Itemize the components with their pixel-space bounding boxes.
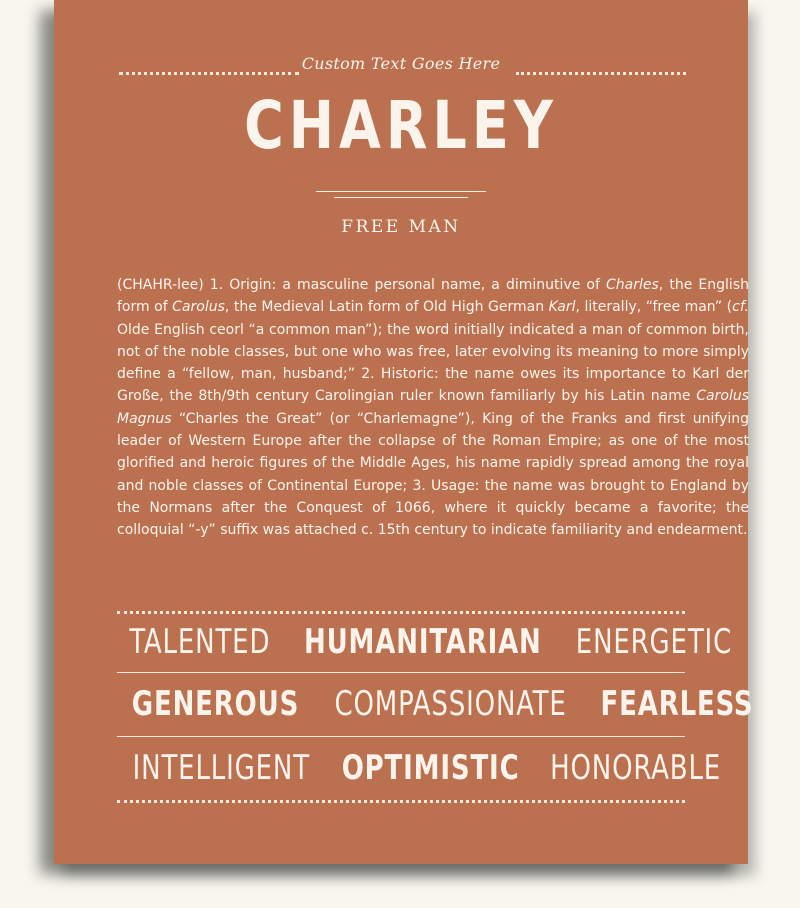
definition-segment: Olde English ceorl “a common man”); the word initially indicated a man of common birth, not of the noble classes, but one who was free, later evolving its meaning to more simply define a “fellow, man, husband;” 2. Historic: the name owes its importance to Karl der Große, the 8th/9th century Carolingian ruler known familiarly by his Latin name [117, 321, 749, 405]
trait-word: ENERGETIC [576, 622, 733, 662]
trait-word: HUMANITARIAN [303, 622, 542, 662]
trait-divider [117, 736, 685, 737]
traits-top-dotted-divider [117, 611, 685, 614]
trait-word: TALENTED [129, 622, 271, 662]
trait-word: OPTIMISTIC [341, 748, 520, 788]
trait-row-3 [117, 748, 721, 788]
trait-row-1 [117, 622, 733, 662]
definition-segment: , the English form of [117, 277, 749, 316]
definition-segment: (CHAHR-lee) 1. Origin: a masculine personal name, a diminutive of [117, 277, 607, 293]
definition-segment: Carolus Magnus [117, 388, 749, 427]
trait-word: INTELLIGENT [132, 748, 310, 788]
definition-segment: , the Medieval Latin form of Old High German [224, 299, 549, 316]
trait-word: COMPASSIONATE [334, 684, 567, 724]
custom-text: Custom Text Goes Here [301, 54, 501, 73]
name-underline-top [316, 191, 486, 192]
trait-row-2 [117, 684, 754, 724]
name-poster [54, 0, 754, 864]
name-underline-bottom [334, 197, 468, 198]
trait-word: FEARLESS [600, 684, 754, 724]
poster-name-title: CHARLEY [244, 87, 558, 164]
traits-bottom-dotted-divider [117, 800, 685, 803]
trait-word: HONORABLE [549, 748, 721, 788]
trait-word: GENEROUS [131, 684, 300, 724]
name-definition [117, 274, 749, 542]
definition-segment: cf. [732, 299, 749, 316]
trait-divider [117, 672, 685, 673]
definition-segment: , literally, “free man” ( [575, 299, 733, 316]
definition-segment: “Charles the Great” (or “Charlemagne”), King of the Franks and first unifying leader of Western Europe after the collapse of the Roman Empire; as one of the most glorified and heroic figures of the Middle Ages, his name rapidly spread among the royal and noble classes of Continental Europe; 3. Usage: the name was brought to England by the Normans after the Conquest of 1066, where it quickly became a favorite; the colloquial “-y” suffix was attached c. 15th century to indicate familiarity and endearment. [117, 410, 749, 539]
name-meaning: FREE MAN [341, 217, 461, 237]
definition-segment: Carolus [172, 299, 225, 316]
definition-segment: Karl [548, 299, 576, 316]
definition-segment: Charles [606, 277, 659, 293]
